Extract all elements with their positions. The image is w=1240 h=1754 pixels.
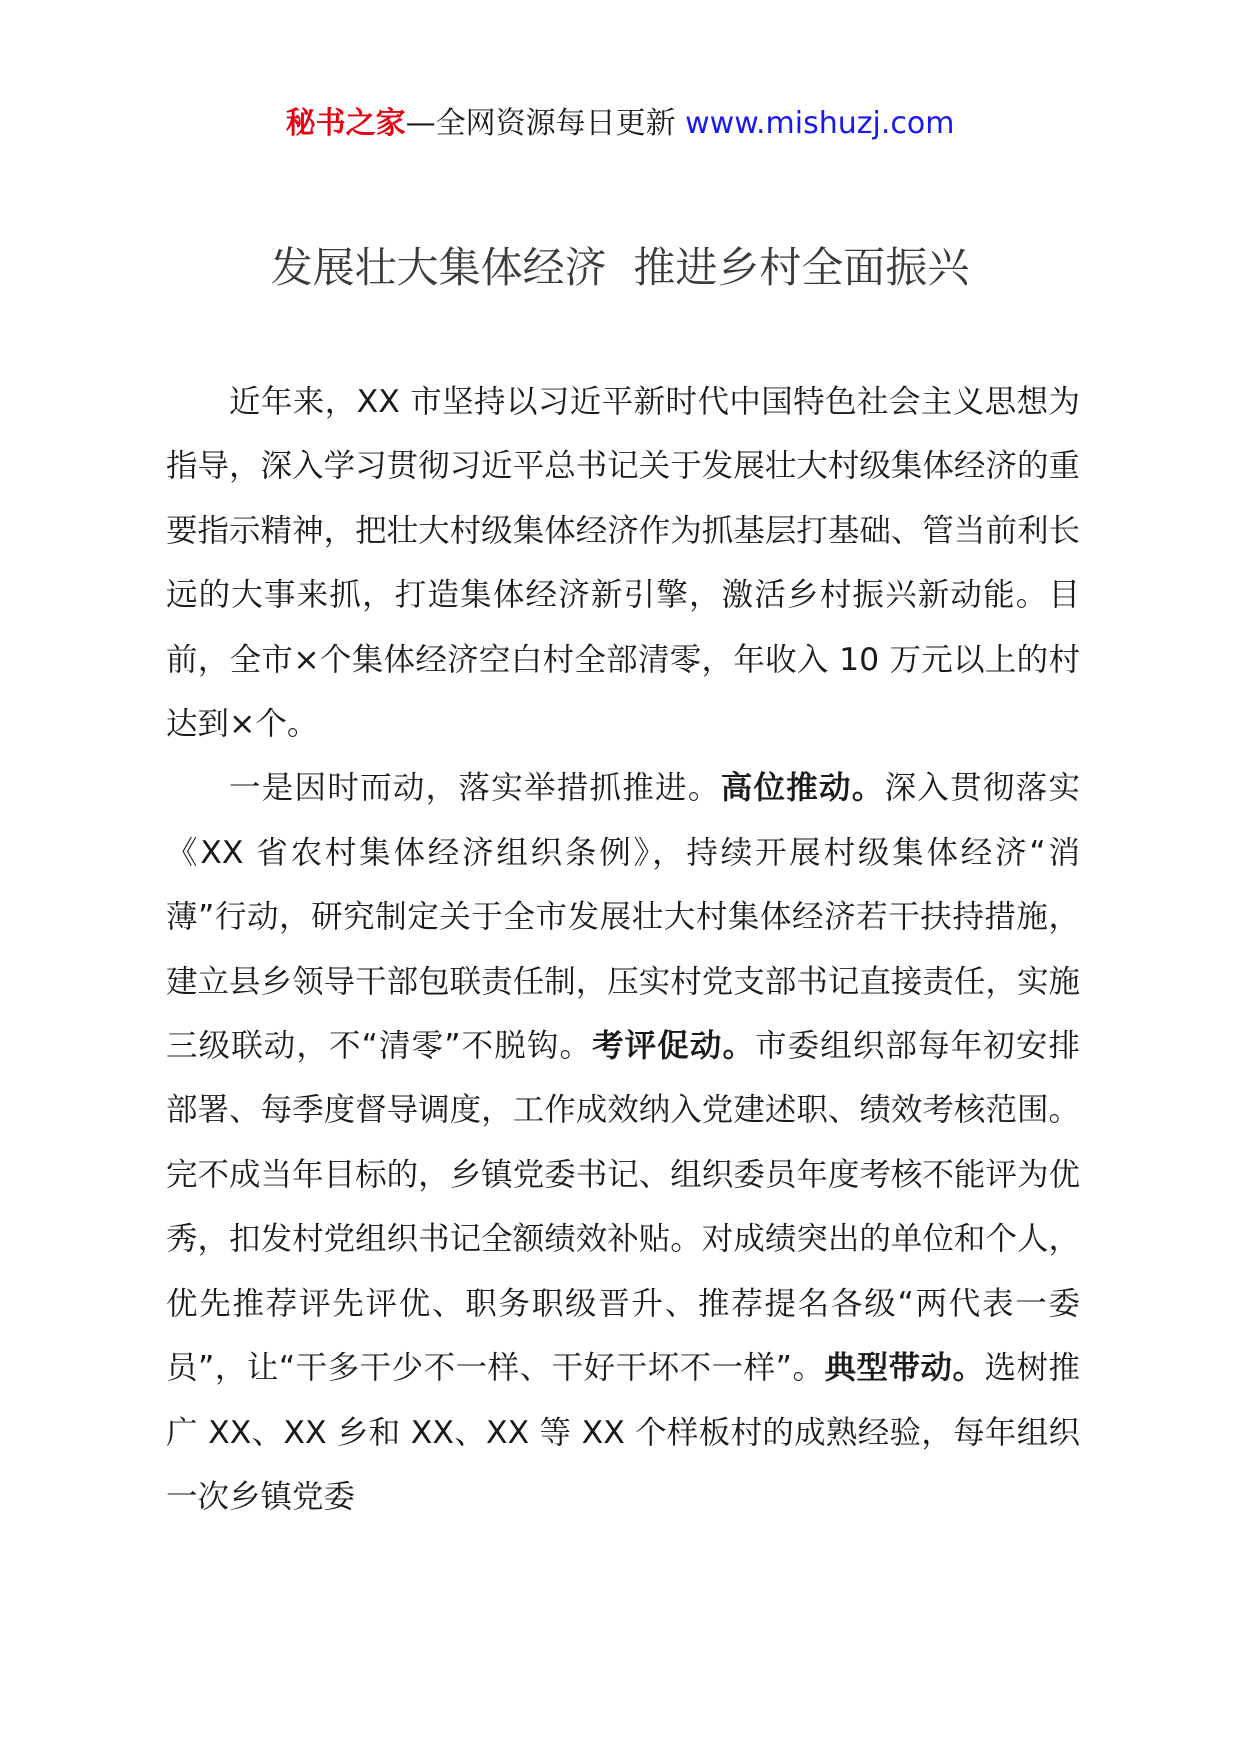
site-brand: 秘书之家 [285,106,406,141]
site-tagline: —全网资源每日更新 [405,106,676,141]
paragraph-text: 深入贯彻落实《XX 省农村集体经济组织条例》，持续开展村级集体经济“消薄”行动，研究制定关于全市发展壮大村集体经济若干扶持措施，建立县乡领导干部包联责任制，压实村党支部书记直接责任，实施三级联动，不“清零”不脱钩。 [166,770,1080,1065]
paragraph-measures [166,756,1080,1529]
paragraph-intro: 近年来，XX 市坚持以习近平新时代中国特色社会主义思想为指导，深入学习贯彻习近平总书记关于发展壮大村级集体经济的重要指示精神，把壮大村级集体经济作为抓基层打基础、管当前利长远的大事来抓，打造集体经济新引擎，激活乡村振兴新动能。目前，全市×个集体经济空白村全部清零，年收入 10 万元以上的村达到×个。 [166,384,1080,743]
site-url-link[interactable]: www.mishuzj.com [685,106,955,141]
paragraph-text: 市委组织部每年初安排部署、每季度督导调度，工作成效纳入党建述职、绩效考核范围。完不成当年目标的，乡镇党委书记、组织委员年度考核不能评为优秀，扣发村党组织书记全额绩效补贴。对成绩突出的单位和个人，优先推荐评先评优、职务职级晋升、推荐提名各级“两代表一委员”，让“干多干少不一样、干好干坏不一样”。 [166,1028,1080,1387]
document-body [166,370,1080,1529]
section-heading: 一是因时而动，落实举措抓推进。 [229,770,721,807]
subheading-evaluation: 考评促动。 [592,1028,756,1065]
subheading-high-level-push: 高位推动。 [720,770,885,807]
document-title: 发展壮大集体经济 推进乡村全面振兴 [270,243,970,292]
subheading-typical-examples: 典型带动。 [824,1350,985,1387]
site-banner [0,104,1240,144]
paragraph-text: 选树推广 XX、XX 乡和 XX、XX 等 XX 个样板村的成熟经验，每年组织一次乡镇党委 [166,1350,1080,1515]
